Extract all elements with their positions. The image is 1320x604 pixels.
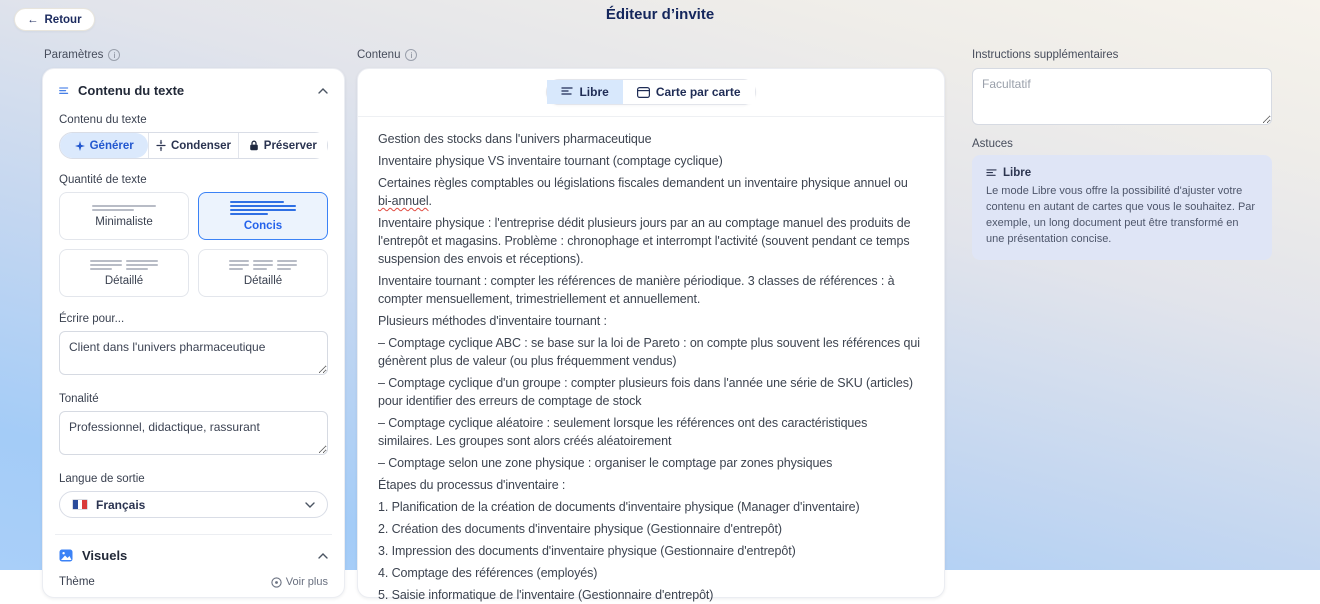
quantity-label: Quantité de texte bbox=[59, 174, 147, 186]
mode-condense-label: Condenser bbox=[170, 139, 232, 152]
text-mode-segmented-control bbox=[59, 132, 328, 159]
chevron-up-icon[interactable] bbox=[318, 551, 328, 561]
tip-title: Libre bbox=[1003, 167, 1032, 179]
parameters-label-text: Paramètres bbox=[44, 49, 104, 61]
language-label: Langue de sortie bbox=[59, 473, 145, 485]
content-label-text: Contenu bbox=[357, 49, 401, 61]
paragraph: – Comptage cyclique ABC : se base sur la loi de Pareto : on compte plus souvent les références qui génèrent plus de valeur (ou plus fréquemment vendus) bbox=[378, 336, 920, 368]
card-box-icon bbox=[637, 87, 650, 98]
paragraph: – Comptage cyclique d'un groupe : compter plusieurs fois dans l'année une série de SKU (articles) pour identifier des erreurs de comptage de stock bbox=[378, 376, 913, 408]
write-for-input[interactable] bbox=[59, 331, 328, 375]
quantity-option-label: Détaillé bbox=[104, 274, 144, 287]
tips-card bbox=[972, 155, 1272, 260]
info-icon[interactable]: i bbox=[405, 49, 417, 61]
visuals-section-header[interactable] bbox=[59, 548, 328, 563]
info-icon[interactable]: i bbox=[108, 49, 120, 61]
mode-condense-button[interactable] bbox=[148, 133, 237, 158]
tip-header bbox=[986, 167, 1258, 179]
parameters-panel-label bbox=[44, 49, 120, 61]
image-icon bbox=[59, 549, 73, 562]
paragraph: 3. Impression des documents d'inventaire physique (Gestionnaire d'entrepôt) bbox=[378, 544, 796, 558]
content-panel bbox=[357, 68, 945, 602]
sidebar-divider bbox=[55, 534, 332, 535]
paragraph: Plusieurs méthodes d'inventaire tournant : bbox=[378, 314, 607, 328]
mode-generate-label: Générer bbox=[89, 139, 134, 152]
page-title: Éditeur d’invite bbox=[605, 6, 715, 23]
additional-instructions-input[interactable] bbox=[972, 68, 1272, 125]
content-mode-tabs bbox=[546, 79, 755, 105]
back-arrow-icon: ← bbox=[27, 13, 39, 26]
tab-carte-par-carte[interactable] bbox=[623, 80, 755, 104]
paragraph: Inventaire tournant : compter les références de manière périodique. 3 classes de références : à compter mensuellement, trimestriellement et annuellement. bbox=[378, 274, 895, 306]
paragraph: Étapes du processus d'inventaire : bbox=[378, 478, 566, 492]
quantity-option-minimalist[interactable] bbox=[59, 192, 189, 240]
paragraph: – Comptage cyclique aléatoire : seulement lorsque les références ont des caractéristiques similaires. Les groupes sont alors créés aléatoirement bbox=[378, 416, 868, 448]
instructions-label-text: Instructions supplémentaires bbox=[972, 49, 1119, 61]
paragraph: Inventaire physique VS inventaire tournant (comptage cyclique) bbox=[378, 154, 723, 168]
back-button-label: Retour bbox=[44, 13, 82, 26]
instructions-label bbox=[972, 49, 1118, 61]
tips-label-text: Astuces bbox=[972, 138, 1013, 150]
concise-lines-icon bbox=[230, 201, 296, 215]
paragraph: – Comptage selon une zone physique : organiser le comptage par zones physiques bbox=[378, 456, 833, 470]
chevron-down-icon bbox=[305, 500, 315, 510]
french-flag-icon bbox=[72, 499, 88, 510]
quantity-option-detailed-3col[interactable] bbox=[198, 249, 328, 297]
write-for-field bbox=[59, 313, 328, 380]
parameters-panel bbox=[42, 68, 345, 598]
paragraph: 2. Création des documents d'inventaire physique (Gestionnaire d'entrepôt) bbox=[378, 522, 782, 536]
eye-icon bbox=[271, 577, 282, 588]
minimalist-lines-icon bbox=[92, 205, 156, 211]
paragraph: 1. Planification de la création de documents d'inventaire physique (Manager d'inventaire) bbox=[378, 500, 860, 514]
mode-preserve-button[interactable] bbox=[238, 133, 327, 158]
tab-libre[interactable] bbox=[547, 80, 622, 104]
detailed-3col-lines-icon bbox=[229, 260, 297, 270]
quantity-options-grid bbox=[59, 192, 328, 297]
section-title: Visuels bbox=[82, 548, 128, 563]
tip-body: Le mode Libre vous offre la possibilité d'ajuster votre contenu en autant de cartes que vous le souhaitez. Par exemple, un long document peut être transformé en une présentation concise. bbox=[986, 185, 1256, 245]
paragraph: Inventaire physique : l'entreprise dédit plusieurs jours par an au comptage manuel des produits de l'entrepôt et magasins. Problème : chronophage et interrompt l'activité (souvent pendant ce temps suspension des envois et réceptions). bbox=[378, 216, 911, 266]
misspelled-word: bi-annuel bbox=[378, 194, 429, 208]
mode-preserve-label: Préserver bbox=[263, 139, 317, 152]
tone-input[interactable] bbox=[59, 411, 328, 455]
free-text-lines-icon bbox=[986, 169, 997, 178]
tab-libre-label: Libre bbox=[579, 85, 609, 99]
language-value: Français bbox=[96, 497, 146, 512]
sparkle-icon bbox=[75, 141, 85, 151]
language-select[interactable] bbox=[59, 491, 328, 518]
section-title: Contenu du texte bbox=[78, 83, 185, 98]
quantity-option-detailed-2col[interactable] bbox=[59, 249, 189, 297]
quantity-option-label: Détaillé bbox=[243, 274, 283, 287]
condense-icon bbox=[156, 140, 166, 151]
text-content-section-header[interactable] bbox=[59, 83, 328, 98]
theme-row bbox=[59, 576, 328, 588]
quantity-option-concise[interactable] bbox=[198, 192, 328, 240]
quantity-option-label: Minimaliste bbox=[95, 215, 153, 228]
theme-label: Thème bbox=[59, 576, 95, 588]
content-text[interactable] bbox=[358, 117, 944, 604]
paragraph: 5. Saisie informatique de l'inventaire (Gestionnaire d'entrepôt) bbox=[378, 588, 714, 602]
text-content-field-label: Contenu du texte bbox=[59, 114, 147, 126]
see-more-label: Voir plus bbox=[285, 576, 328, 588]
paragraph: Certaines règles comptables ou législations fiscales demandent un inventaire physique annuel ou bi-annuel. bbox=[378, 176, 908, 208]
free-text-lines-icon bbox=[561, 87, 573, 97]
content-panel-label bbox=[357, 49, 417, 61]
chevron-up-icon[interactable] bbox=[318, 86, 328, 96]
mode-generate-button[interactable] bbox=[60, 133, 148, 158]
lock-icon bbox=[249, 140, 259, 151]
text-lines-icon bbox=[59, 86, 69, 96]
tone-field bbox=[59, 393, 328, 460]
tone-label: Tonalité bbox=[59, 393, 99, 405]
paragraph: Gestion des stocks dans l'univers pharmaceutique bbox=[378, 132, 652, 146]
detailed-2col-lines-icon bbox=[90, 260, 158, 270]
see-more-link[interactable] bbox=[271, 576, 328, 588]
write-for-label: Écrire pour... bbox=[59, 313, 125, 325]
paragraph: 4. Comptage des références (employés) bbox=[378, 566, 598, 580]
tips-label bbox=[972, 138, 1013, 150]
quantity-option-label: Concis bbox=[243, 219, 283, 232]
tab-carte-label: Carte par carte bbox=[655, 85, 741, 99]
